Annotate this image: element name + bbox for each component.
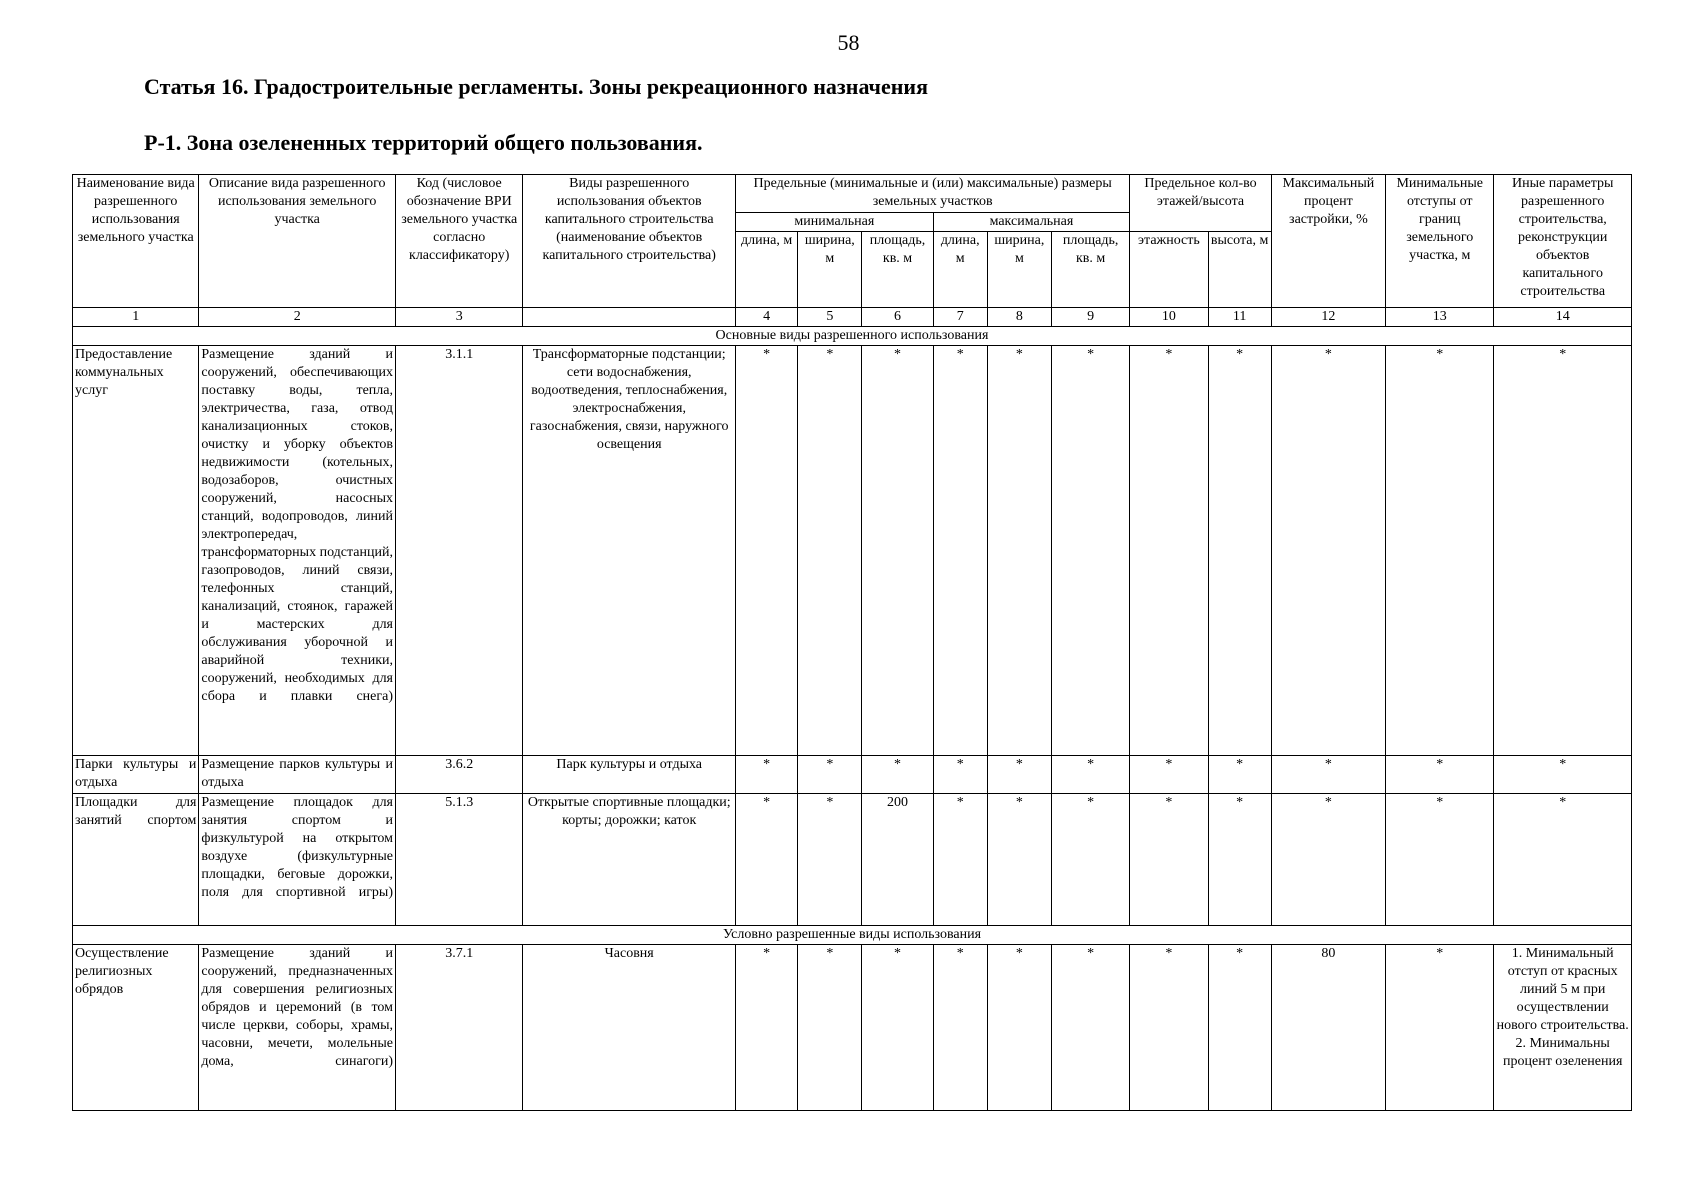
header-max-width: ширина, м — [987, 232, 1051, 308]
column-number: 5 — [798, 308, 862, 327]
column-number: 14 — [1494, 308, 1632, 327]
row-value: * — [798, 945, 862, 1111]
column-number: 2 — [199, 308, 396, 327]
row-name: Осуществление религиозных обрядов — [73, 945, 199, 1111]
row-value: * — [1051, 346, 1129, 756]
row-other-params: 1. Минимальный отступ от красных линий 5 м при осуществлении нового строительства. 2. Минимальны процент озеленения — [1494, 945, 1632, 1111]
row-value: * — [1051, 794, 1129, 926]
row-description: Размещение парков культуры и отдыха — [199, 756, 396, 794]
row-objects: Открытые спортивные площадки; корты; дорожки; каток — [523, 794, 736, 926]
column-number: 10 — [1130, 308, 1208, 327]
header-name: Наименование вида разрешенного использования земельного участка — [73, 175, 199, 308]
row-value: * — [1494, 794, 1632, 926]
row-value: * — [736, 346, 798, 756]
header-objects: Виды разрешенного использования объектов капитального строительства (наименование объектов капитального строительства) — [523, 175, 736, 308]
row-value: * — [1494, 756, 1632, 794]
row-code: 3.7.1 — [396, 945, 523, 1111]
header-min-area: площадь, кв. м — [862, 232, 933, 308]
row-value: * — [1208, 945, 1271, 1111]
row-value: * — [798, 794, 862, 926]
row-value: * — [862, 945, 933, 1111]
row-code: 5.1.3 — [396, 794, 523, 926]
header-max-area: площадь, кв. м — [1051, 232, 1129, 308]
row-value: 80 — [1271, 945, 1385, 1111]
table-row — [73, 794, 1632, 926]
column-number: 6 — [862, 308, 933, 327]
header-code: Код (числовое обозначение ВРИ земельного участка согласно классификатору) — [396, 175, 523, 308]
row-value: * — [933, 794, 987, 926]
section-conditional-label: Условно разрешенные виды использования — [73, 926, 1632, 945]
row-value: * — [987, 756, 1051, 794]
table-row — [73, 945, 1632, 1111]
row-value: * — [862, 756, 933, 794]
header-min-length: длина, м — [736, 232, 798, 308]
row-objects: Часовня — [523, 945, 736, 1111]
row-value: * — [1271, 794, 1385, 926]
row-value: * — [1386, 794, 1494, 926]
row-value: * — [736, 945, 798, 1111]
header-plot-sizes: Предельные (минимальные и (или) максимальные) размеры земельных участков — [736, 175, 1130, 213]
column-number: 7 — [933, 308, 987, 327]
zone-title: Р-1. Зона озелененных территорий общего пользования. — [144, 130, 703, 155]
table-row — [73, 756, 1632, 794]
header-maximal: максимальная — [933, 213, 1130, 232]
header-min-width: ширина, м — [798, 232, 862, 308]
column-number: 12 — [1271, 308, 1385, 327]
row-value: * — [1208, 756, 1271, 794]
section-main-label: Основные виды разрешенного использования — [73, 327, 1632, 346]
row-value: * — [1051, 756, 1129, 794]
row-value: * — [1386, 756, 1494, 794]
row-value: * — [1208, 794, 1271, 926]
row-code: 3.1.1 — [396, 346, 523, 756]
article-title: Статья 16. Градостроительные регламенты. Зоны рекреационного назначения — [144, 74, 928, 99]
row-description: Размещение зданий и сооружений, обеспечивающих поставку воды, тепла, электричества, газа, отвод канализационных стоков, очистку и уборку объектов недвижимости (котельных, водозаборов, очистных сооружений, насосных станций, водопроводов, линий электропередач, трансформаторных подстанций, газопроводов, линий связи, телефонных станций, канализаций, стоянок, гаражей и мастерских для обслуживания уборочной и аварийной техники, сооружений, необходимых для сбора и плавки снега) — [199, 346, 396, 756]
row-value: * — [987, 346, 1051, 756]
column-number: 1 — [73, 308, 199, 327]
header-max-percent: Максимальный процент застройки, % — [1271, 175, 1385, 308]
header-other-params: Иные параметры разрешенного строительства, реконструкции объектов капитального строительства — [1494, 175, 1632, 308]
header-floors: этажность — [1130, 232, 1208, 308]
row-value: * — [1051, 945, 1129, 1111]
row-value: * — [1130, 756, 1208, 794]
row-value: * — [1271, 756, 1385, 794]
row-value: * — [933, 945, 987, 1111]
row-value: * — [1386, 945, 1494, 1111]
row-name: Парки культуры и отдыха — [73, 756, 199, 794]
row-value: * — [1130, 346, 1208, 756]
row-description: Размещение площадок для занятия спортом и физкультурой на открытом воздухе (физкультурные площадки, беговые дорожки, поля для спортивной игры) — [199, 794, 396, 926]
row-value: * — [1130, 794, 1208, 926]
row-value: * — [933, 756, 987, 794]
header-description: Описание вида разрешенного использования земельного участка — [199, 175, 396, 308]
section-main-row — [73, 327, 1632, 346]
row-objects: Трансформаторные подстанции; сети водоснабжения, водоотведения, теплоснабжения, электроснабжения, газоснабжения, связи, наружного освещения — [523, 346, 736, 756]
row-objects: Парк культуры и отдыха — [523, 756, 736, 794]
column-number: 8 — [987, 308, 1051, 327]
column-number: 13 — [1386, 308, 1494, 327]
row-name: Предоставление коммунальных услуг — [73, 346, 199, 756]
row-value: * — [862, 346, 933, 756]
row-value: * — [798, 346, 862, 756]
row-value: * — [798, 756, 862, 794]
column-number: 9 — [1051, 308, 1129, 327]
row-description: Размещение зданий и сооружений, предназначенных для совершения религиозных обрядов и церемоний (в том числе церкви, соборы, храмы, часовни, мечети, молельные дома, синагоги) — [199, 945, 396, 1111]
header-max-length: длина, м — [933, 232, 987, 308]
row-value: * — [987, 794, 1051, 926]
row-value: 200 — [862, 794, 933, 926]
header-minimal: минимальная — [736, 213, 934, 232]
row-value: * — [736, 794, 798, 926]
row-value: * — [1386, 346, 1494, 756]
row-name: Площадки для занятий спортом — [73, 794, 199, 926]
row-value: * — [736, 756, 798, 794]
header-min-setback: Минимальные отступы от границ земельного участка, м — [1386, 175, 1494, 308]
column-number: 11 — [1208, 308, 1271, 327]
column-numbers-row — [73, 308, 1632, 327]
table-row — [73, 346, 1632, 756]
page-number: 58 — [837, 30, 860, 55]
column-number: 3 — [396, 308, 523, 327]
row-value: * — [1271, 346, 1385, 756]
row-value: * — [1208, 346, 1271, 756]
row-value: * — [1494, 346, 1632, 756]
row-code: 3.6.2 — [396, 756, 523, 794]
header-height: высота, м — [1208, 232, 1271, 308]
column-number: 4 — [736, 308, 798, 327]
row-value: * — [1130, 945, 1208, 1111]
row-value: * — [987, 945, 1051, 1111]
row-value: * — [933, 346, 987, 756]
header-floors-height: Предельное кол-во этажей/высота — [1130, 175, 1271, 232]
section-conditional-row — [73, 926, 1632, 945]
column-number — [523, 308, 736, 327]
regulations-table — [72, 174, 1632, 1111]
